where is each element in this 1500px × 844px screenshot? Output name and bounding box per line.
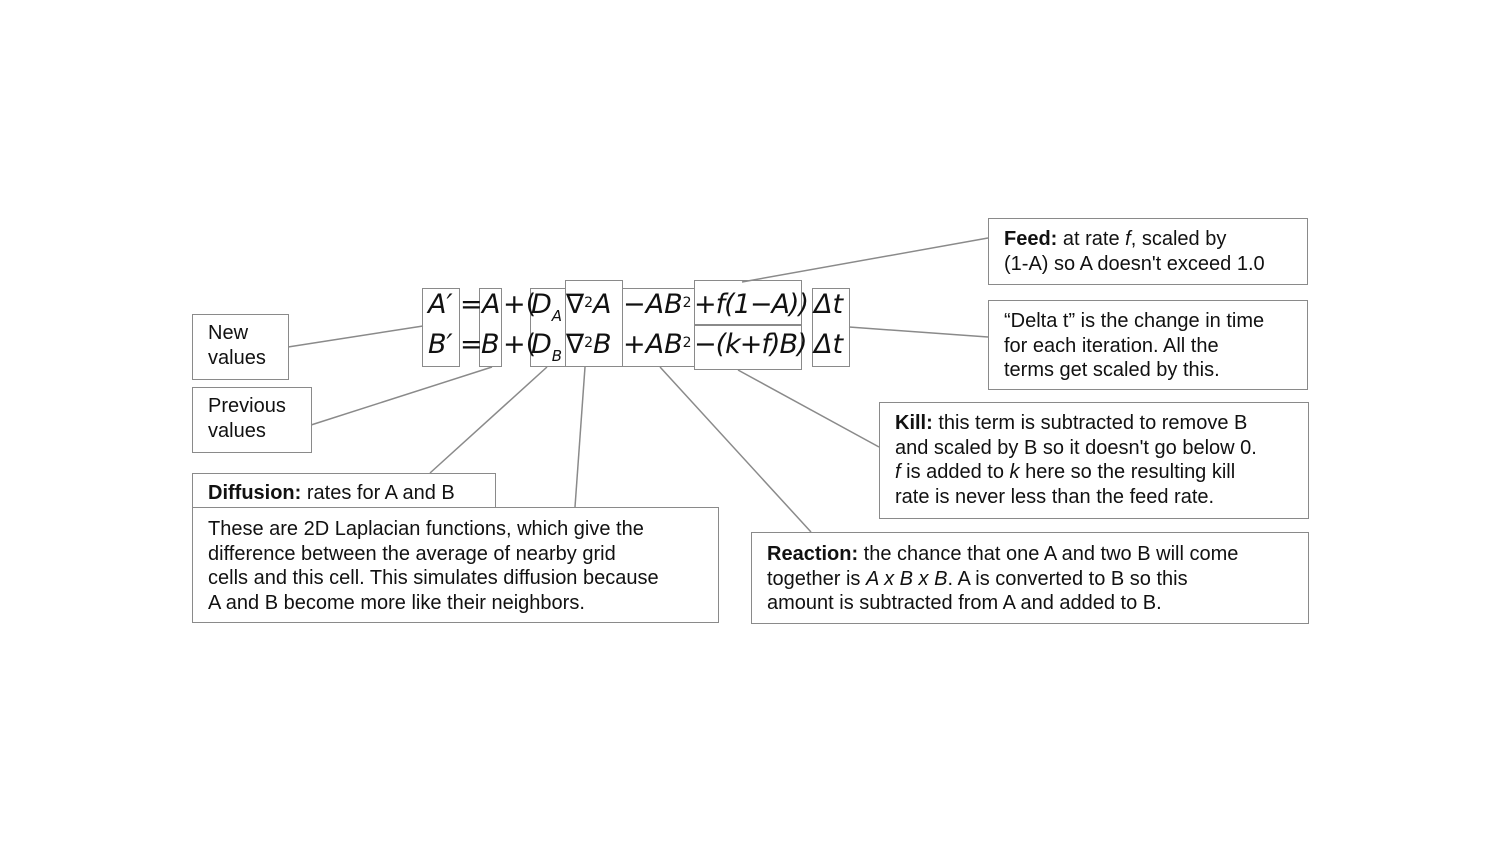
feed-description: Feed: at rate f, scaled by (1-A) so A doesn't exceed 1.0 [988, 218, 1308, 285]
previous-values-label: Previous values [192, 387, 312, 453]
laplacian-description: These are 2D Laplacian functions, which give the difference between the average of nearby grid cells and this cell. This simulates diffusion because A and B become more like their neighbors. [192, 507, 719, 623]
eq-a-equals: = [460, 289, 483, 320]
eq-b-reaction: $+AB^2$ [623, 329, 692, 360]
eq-a-reaction: $-AB^2$ [623, 289, 692, 320]
eq-b-previous-value: B [481, 329, 500, 360]
connector-previous-values [311, 367, 492, 425]
diffusion-label: Diffusion: rates for A and B [192, 473, 496, 511]
eq-a-laplacian: ∇$^2$A [566, 289, 612, 320]
connector-kill [738, 370, 879, 447]
eq-a-plus-paren: +( [503, 289, 537, 320]
eq-b-kill: −(k+f)B) [694, 329, 807, 360]
eq-a-diffusion-rate: $D_A$ [531, 289, 563, 325]
new-values-label: New values [192, 314, 289, 380]
eq-a-new-value: A′ [428, 289, 453, 320]
connector-laplacian [575, 367, 585, 507]
connector-diffusion-rates [430, 367, 547, 473]
eq-b-new-value: B′ [428, 329, 453, 360]
kill-description: Kill: this term is subtracted to remove B and scaled by B so it doesn't go below 0. f is added to k here so the resulting kill rate is never less than the feed rate. [879, 402, 1309, 519]
eq-a-feed: +f(1−A)) [694, 289, 809, 320]
delta-t-description: “Delta t” is the change in time for each iteration. All the terms get scaled by this. [988, 300, 1308, 390]
eq-b-diffusion-rate: $D_B$ [531, 329, 563, 365]
connector-new-values [288, 326, 423, 347]
eq-b-laplacian: ∇$^2$B [566, 329, 612, 360]
reaction-description: Reaction: the chance that one A and two B will come together is A x B x B. A is converted to B so this amount is subtracted from A and added to B. [751, 532, 1309, 624]
eq-a-previous-value: A [482, 289, 501, 320]
eq-a-delta-t: Δt [814, 289, 844, 320]
eq-b-equals: = [460, 329, 483, 360]
eq-b-delta-t: Δt [814, 329, 844, 360]
connector-delta-t [849, 327, 988, 337]
eq-b-plus-paren: +( [503, 329, 537, 360]
connector-feed [742, 238, 988, 282]
